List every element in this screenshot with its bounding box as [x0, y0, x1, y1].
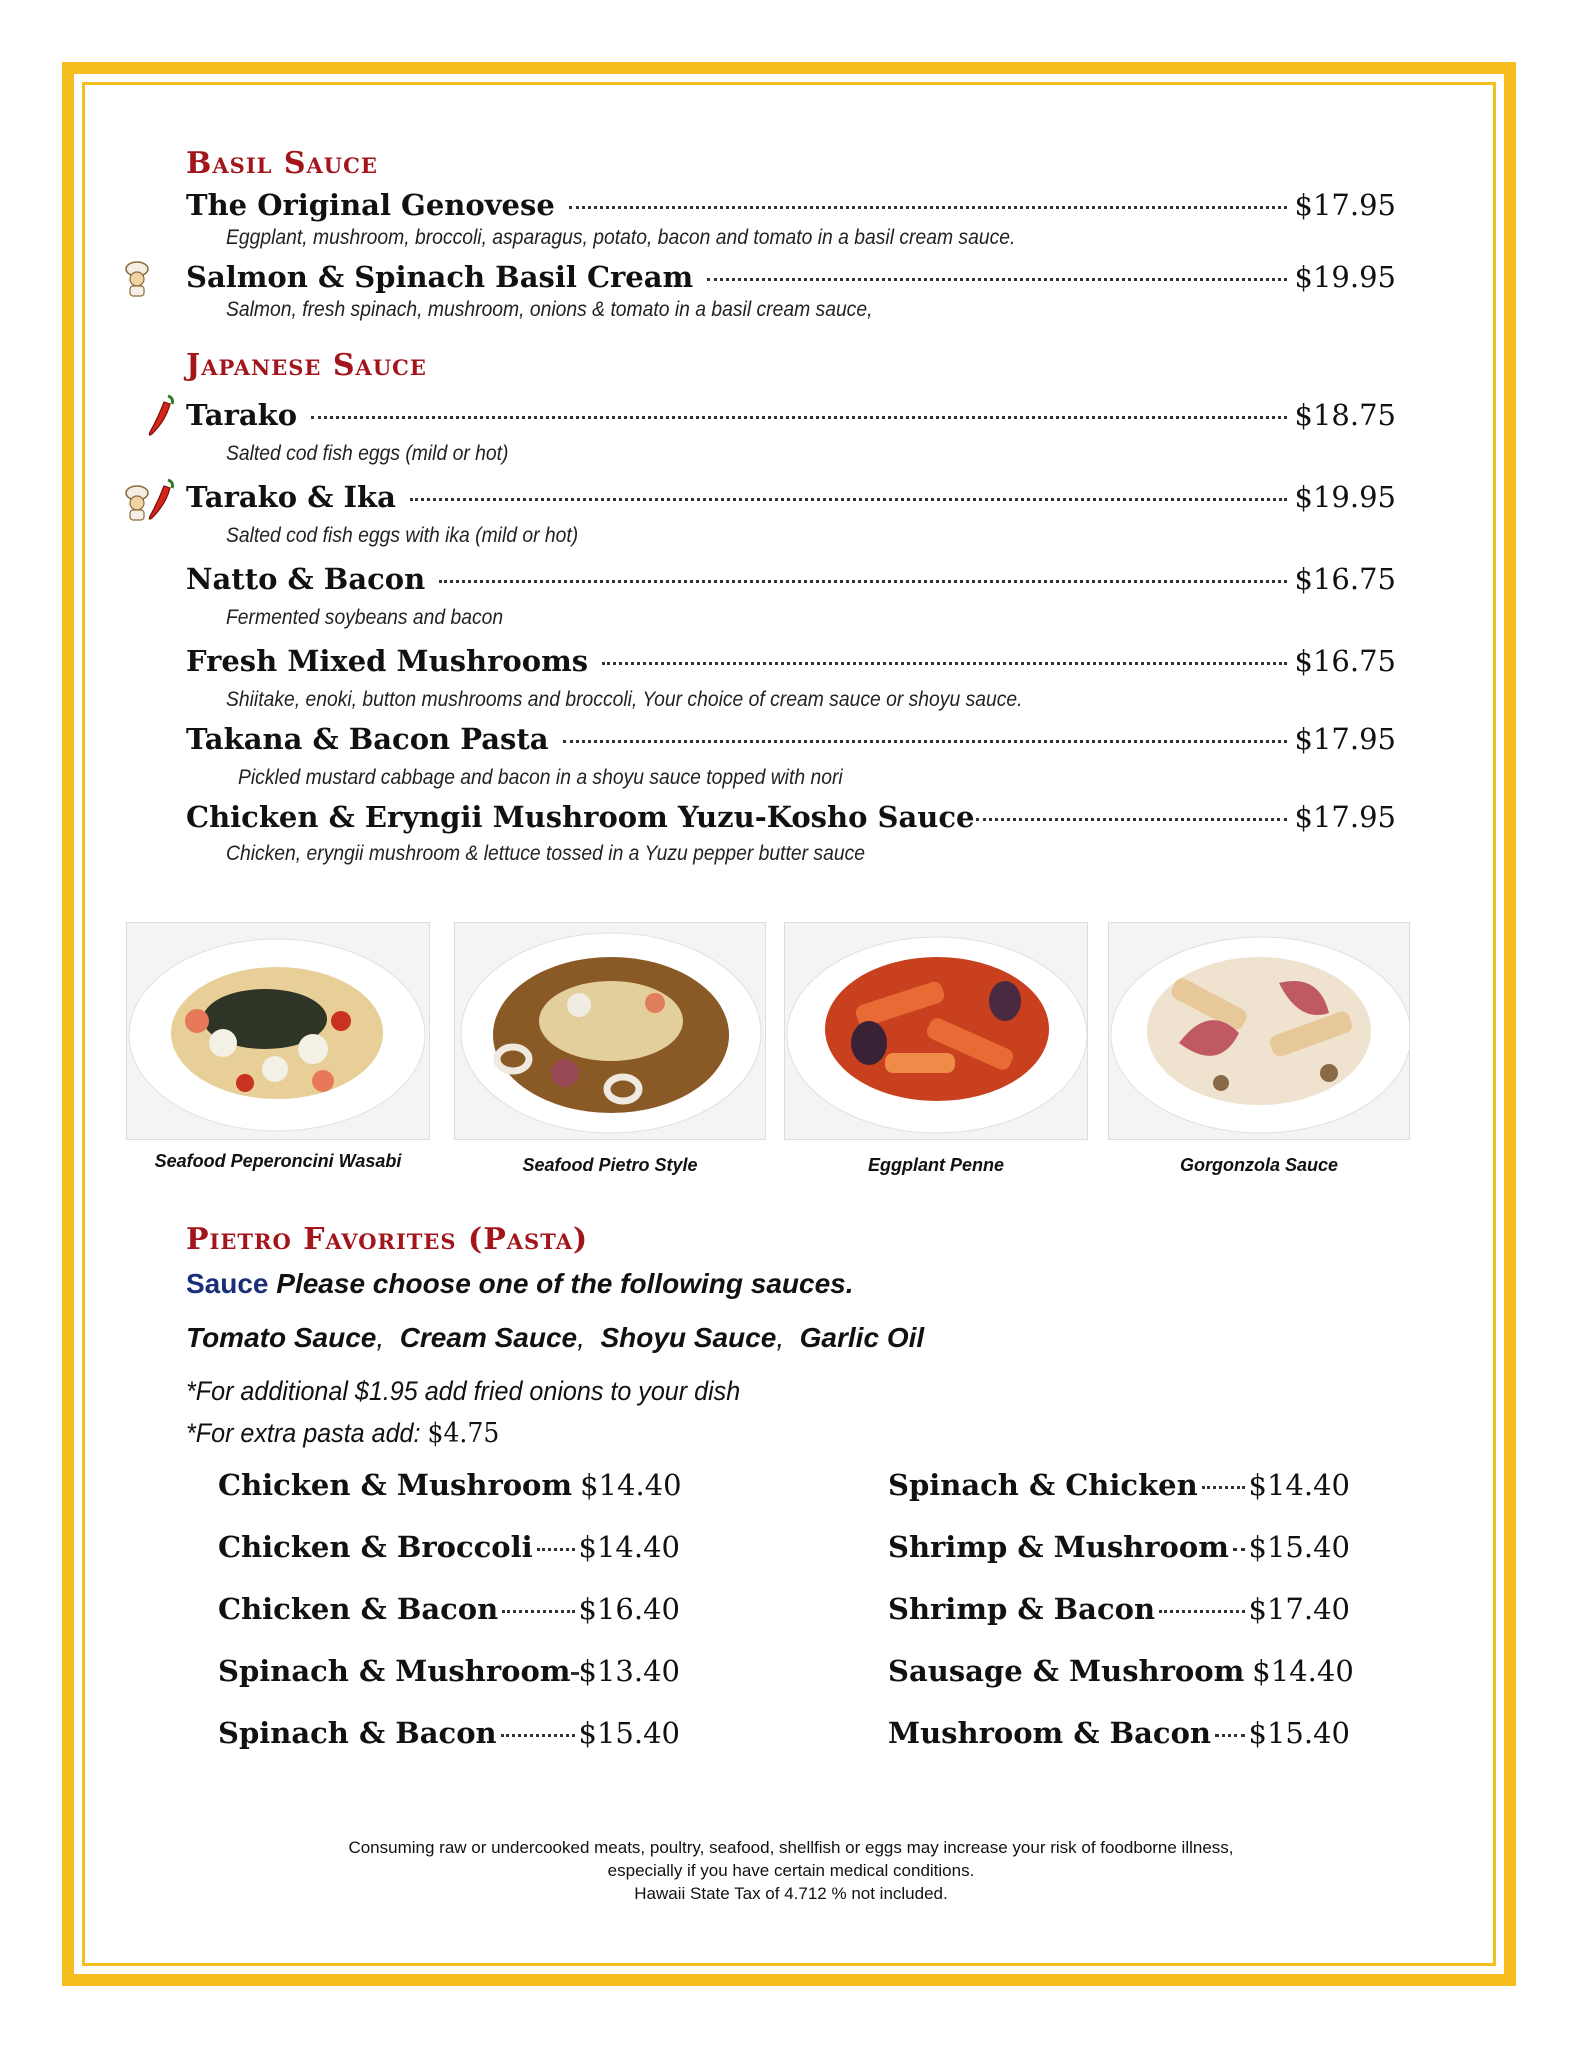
- note-extra-label: *For extra pasta add:: [186, 1418, 421, 1448]
- item-name: Chicken & Broccoli: [218, 1530, 533, 1564]
- dot-leader: [311, 416, 1286, 419]
- item-name: Spinach & Bacon: [218, 1716, 497, 1750]
- note-extra-price: $4.75: [427, 1418, 500, 1449]
- favorite-item: [218, 1468, 680, 1502]
- disclaimer-line: especially if you have certain medical conditions.: [607, 1861, 975, 1880]
- item-price: $19.95: [1294, 480, 1396, 514]
- dot-leader: [1233, 1548, 1245, 1551]
- item-name: Spinach & Chicken: [888, 1468, 1198, 1502]
- dish-photo: [784, 922, 1088, 1140]
- favorite-item: [888, 1468, 1350, 1502]
- section-title-japanese: Japanese Sauce: [186, 348, 427, 383]
- sauce-options: Tomato Sauce, Cream Sauce, Shoyu Sauce, Garlic Oil: [186, 1322, 925, 1353]
- footer-disclaimer: [0, 1836, 1582, 1905]
- item-description: Salmon, fresh spinach, mushroom, onions & tomato in a basil cream sauce,: [226, 298, 873, 321]
- sauce-instructions: [186, 1268, 854, 1300]
- item-price: $15.40: [578, 1716, 680, 1750]
- item-name: Chicken & Bacon: [218, 1592, 499, 1626]
- item-name: Takana & Bacon Pasta: [186, 722, 549, 756]
- item-price: $18.75: [1294, 398, 1396, 432]
- item-description: Fermented soybeans and bacon: [226, 606, 504, 629]
- photo-caption: Seafood Peperoncini Wasabi: [154, 1151, 402, 1171]
- tax-note: Hawaii State Tax of 4.712 % not included.: [634, 1884, 948, 1903]
- dot-leader: [501, 1734, 575, 1737]
- photo-caption: Eggplant Penne: [867, 1155, 1004, 1175]
- dot-leader: [1215, 1734, 1245, 1737]
- item-name: Shrimp & Bacon: [888, 1592, 1156, 1626]
- item-name: Natto & Bacon: [186, 562, 426, 596]
- favorite-item: [218, 1530, 680, 1564]
- item-price: $14.40: [1252, 1654, 1354, 1688]
- note-extra-pasta: [186, 1418, 499, 1449]
- dot-leader: [602, 662, 1286, 665]
- item-name: Salmon & Spinach Basil Cream: [186, 260, 694, 294]
- favorite-item: [218, 1592, 680, 1626]
- item-description: Salted cod fish eggs (mild or hot): [226, 442, 509, 465]
- dish-photo: [1108, 922, 1410, 1140]
- sauce-option: Tomato Sauce: [186, 1322, 377, 1353]
- sauce-label: Sauce: [186, 1268, 269, 1299]
- item-price: $17.40: [1248, 1592, 1350, 1626]
- dish-photo: [126, 922, 430, 1140]
- dot-leader: [1159, 1610, 1244, 1613]
- favorite-item: [888, 1654, 1354, 1688]
- pasta-photo-icon: [455, 923, 766, 1140]
- item-name: Chicken & Mushroom: [218, 1468, 573, 1502]
- chili-pepper-icon: [148, 476, 178, 522]
- item-price: $13.40: [578, 1654, 680, 1688]
- item-price: $16.75: [1294, 644, 1396, 678]
- favorite-item: [888, 1592, 1350, 1626]
- item-name: The Original Genovese: [186, 188, 555, 222]
- item-price: $17.95: [1294, 722, 1396, 756]
- note-onions: *For additional $1.95 add fried onions to your dish: [186, 1376, 741, 1406]
- pasta-photo-icon: [785, 923, 1088, 1140]
- dot-leader: [410, 498, 1287, 501]
- dot-leader: [976, 818, 1286, 821]
- item-description: Chicken, eryngii mushroom & lettuce tossed in a Yuzu pepper butter sauce: [226, 842, 865, 865]
- item-name: Fresh Mixed Mushrooms: [186, 644, 589, 678]
- section-title-basil: Basil Sauce: [186, 146, 378, 181]
- item-description: Salted cod fish eggs with ika (mild or hot): [226, 524, 579, 547]
- item-description: Shiitake, enoki, button mushrooms and broccoli, Your choice of cream sauce or shoyu sauce.: [226, 688, 1023, 711]
- item-name: Tarako & Ika: [186, 480, 396, 514]
- item-name: Spinach & Mushroom: [218, 1654, 571, 1688]
- favorite-item: [218, 1654, 680, 1688]
- dot-leader: [563, 740, 1287, 743]
- item-name: Sausage & Mushroom: [888, 1654, 1245, 1688]
- dot-leader: [1202, 1486, 1245, 1489]
- menu-item: [186, 800, 1396, 866]
- menu-item: [186, 480, 1396, 548]
- pasta-photo-icon: [127, 923, 430, 1140]
- item-name: Tarako: [186, 398, 298, 432]
- item-price: $15.40: [1248, 1530, 1350, 1564]
- dot-leader: [569, 206, 1287, 209]
- menu-item: [186, 644, 1396, 712]
- dot-leader: [707, 278, 1286, 281]
- item-price: $19.95: [1294, 260, 1396, 294]
- item-price: $14.40: [578, 1530, 680, 1564]
- chef-recommend-icon: [122, 260, 152, 298]
- sauce-prompt: Please choose one of the following sauces.: [268, 1268, 854, 1299]
- item-name: Chicken & Eryngii Mushroom Yuzu-Kosho Sauce: [186, 800, 975, 834]
- item-price: $14.40: [1248, 1468, 1350, 1502]
- item-name: Shrimp & Mushroom: [888, 1530, 1229, 1564]
- pasta-photo-icon: [1109, 923, 1410, 1140]
- disclaimer-line: Consuming raw or undercooked meats, poultry, seafood, shellfish or eggs may increase your risk of foodborne illness,: [348, 1838, 1234, 1857]
- item-price: $17.95: [1294, 188, 1396, 222]
- favorite-item: [888, 1530, 1350, 1564]
- item-price: $16.75: [1294, 562, 1396, 596]
- item-price: $16.40: [578, 1592, 680, 1626]
- menu-item: [186, 562, 1396, 630]
- section-title-favorites: Pietro Favorites (Pasta): [186, 1222, 589, 1257]
- item-name: Mushroom & Bacon: [888, 1716, 1212, 1750]
- dish-photo: [454, 922, 766, 1140]
- photo-caption: Gorgonzola Sauce: [1179, 1155, 1339, 1175]
- dot-leader: [439, 580, 1286, 583]
- item-description: Eggplant, mushroom, broccoli, asparagus, potato, bacon and tomato in a basil cream sauce.: [226, 226, 1016, 249]
- item-price: $14.40: [580, 1468, 682, 1502]
- sauce-option: Shoyu Sauce: [600, 1322, 777, 1353]
- sauce-option: Cream Sauce: [399, 1322, 578, 1353]
- sauce-option: Garlic Oil: [799, 1322, 925, 1353]
- menu-item: [186, 398, 1396, 466]
- favorite-item: [888, 1716, 1350, 1750]
- menu-item: [186, 260, 1396, 322]
- favorite-item: [218, 1716, 680, 1750]
- item-description: Pickled mustard cabbage and bacon in a shoyu sauce topped with nori: [238, 766, 843, 789]
- chili-pepper-icon: [148, 392, 178, 438]
- dot-leader: [502, 1610, 574, 1613]
- menu-item: [186, 722, 1396, 790]
- photo-caption: Seafood Pietro Style: [522, 1155, 698, 1175]
- menu-item: [186, 188, 1396, 250]
- dot-leader: [537, 1548, 575, 1551]
- item-price: $15.40: [1248, 1716, 1350, 1750]
- item-price: $17.95: [1294, 800, 1396, 834]
